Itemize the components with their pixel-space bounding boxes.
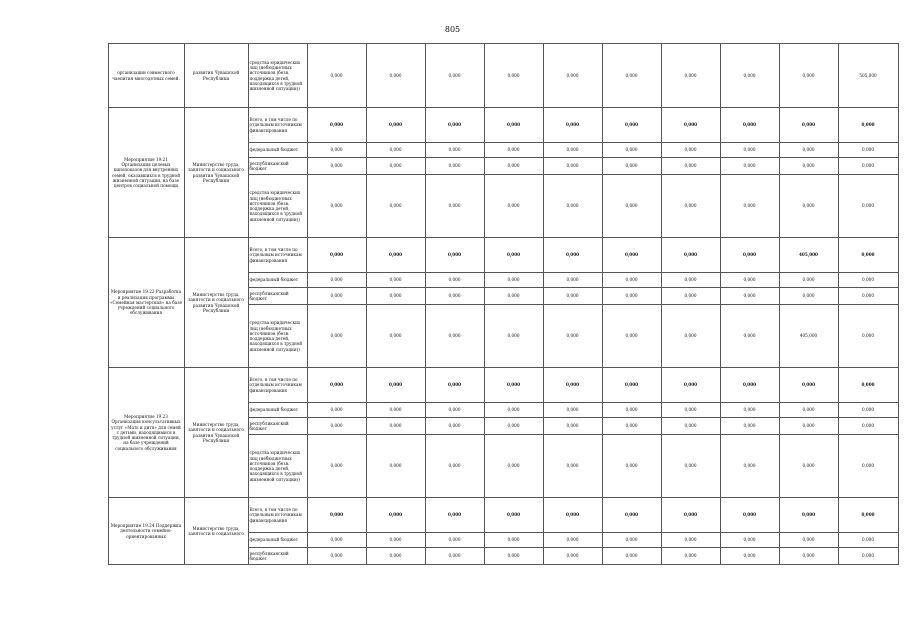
organization-cell: Министерство труда, занятости и социального xyxy=(184,498,248,565)
value-cell: 0,000 xyxy=(779,403,838,418)
funding-source-cell: федеральный бюджет xyxy=(248,533,307,548)
value-cell: 0,000 xyxy=(779,175,838,238)
value-cell: 0,000 xyxy=(307,498,366,533)
value-cell: 0,000 xyxy=(779,288,838,305)
value-cell: 0,000 xyxy=(661,158,720,175)
value-cell: 0,000 xyxy=(661,533,720,548)
table-row xyxy=(58,368,898,403)
value-cell: 0,000 xyxy=(425,403,484,418)
measure-cell: Мероприятие 19.24 Поддержка деятельности семейно-ориентированных xyxy=(108,498,184,565)
value-cell: 0,000 xyxy=(602,305,661,368)
value-cell: 0,000 xyxy=(307,305,366,368)
value-cell: 0,000 xyxy=(307,418,366,435)
value-cell: 0,000 xyxy=(425,418,484,435)
value-cell: 0,000 xyxy=(366,548,425,565)
value-cell: 0,000 xyxy=(720,273,779,288)
value-cell: 0,000 xyxy=(838,238,898,273)
measure-cell: Мероприятие 19.22 Разработка и реализация программы «Семейная мастерская» на базе учреждений социального обслуживания xyxy=(108,238,184,368)
value-cell: 0,000 xyxy=(661,418,720,435)
value-cell: 0,000 xyxy=(720,175,779,238)
table-row xyxy=(58,44,898,108)
value-cell: 0,000 xyxy=(366,368,425,403)
value-cell: 0,000 xyxy=(484,238,543,273)
value-cell: 0,000 xyxy=(366,273,425,288)
value-cell: 0,000 xyxy=(838,108,898,143)
value-cell: 0,000 xyxy=(602,44,661,108)
value-cell: 0,000 xyxy=(366,158,425,175)
page-number: 805 xyxy=(444,25,461,34)
value-cell: 0,000 xyxy=(484,143,543,158)
value-cell: 0,000 xyxy=(543,44,602,108)
value-cell: 405,000 xyxy=(779,305,838,368)
value-cell: 0,000 xyxy=(602,418,661,435)
value-cell: 0,000 xyxy=(543,175,602,238)
value-cell: 0,000 xyxy=(661,175,720,238)
value-cell: 0,000 xyxy=(720,238,779,273)
value-cell: 0,000 xyxy=(661,143,720,158)
value-cell: 0,000 xyxy=(602,273,661,288)
value-cell: 0,000 xyxy=(484,108,543,143)
value-cell: 0,000 xyxy=(425,368,484,403)
value-cell: 0,000 xyxy=(838,158,898,175)
value-cell: 0,000 xyxy=(484,435,543,498)
value-cell: 0,000 xyxy=(602,498,661,533)
value-cell: 0,000 xyxy=(543,238,602,273)
value-cell: 0,000 xyxy=(779,418,838,435)
funding-source-cell: республиканский бюджет xyxy=(248,418,307,435)
value-cell: 0,000 xyxy=(307,548,366,565)
value-cell: 0,000 xyxy=(838,418,898,435)
value-cell: 0,000 xyxy=(838,288,898,305)
organization-cell: развития Чувашской Республики xyxy=(184,44,248,108)
value-cell: 0,000 xyxy=(720,435,779,498)
value-cell: 0,000 xyxy=(602,435,661,498)
value-cell: 0,000 xyxy=(720,368,779,403)
value-cell: 0,000 xyxy=(602,158,661,175)
value-cell: 0,000 xyxy=(484,273,543,288)
value-cell: 0,000 xyxy=(779,44,838,108)
value-cell: 0,000 xyxy=(366,108,425,143)
value-cell: 405,000 xyxy=(779,238,838,273)
value-cell: 0,000 xyxy=(543,418,602,435)
value-cell: 0,000 xyxy=(720,403,779,418)
value-cell: 0,000 xyxy=(661,288,720,305)
value-cell: 0,000 xyxy=(425,158,484,175)
value-cell: 0,000 xyxy=(484,498,543,533)
funding-source-cell: республиканский бюджет xyxy=(248,288,307,305)
funding-source-cell: Всего, в том числе по отдельным источникам финансирования xyxy=(248,108,307,143)
value-cell: 0,000 xyxy=(366,305,425,368)
value-cell: 0,000 xyxy=(779,435,838,498)
value-cell: 505,000 xyxy=(838,44,898,108)
value-cell: 0,000 xyxy=(602,368,661,403)
organization-cell: Министерство труда, занятости и социального развития Чувашской Республики xyxy=(184,368,248,498)
value-cell: 0,000 xyxy=(307,533,366,548)
value-cell: 0,000 xyxy=(779,548,838,565)
value-cell: 0,000 xyxy=(484,305,543,368)
value-cell: 0,000 xyxy=(838,548,898,565)
value-cell: 0,000 xyxy=(425,498,484,533)
value-cell: 0,000 xyxy=(307,143,366,158)
value-cell: 0,000 xyxy=(425,305,484,368)
table-row xyxy=(58,498,898,533)
value-cell: 0,000 xyxy=(484,533,543,548)
funding-source-cell: средства юридических лиц (небюджетных источников (безв. поддержка детей, находящихся в трудной жизненной ситуации)) xyxy=(248,305,307,368)
value-cell: 0,000 xyxy=(484,403,543,418)
value-cell: 0,000 xyxy=(307,108,366,143)
value-cell: 0,000 xyxy=(307,158,366,175)
value-cell: 0,000 xyxy=(838,435,898,498)
value-cell: 0,000 xyxy=(425,44,484,108)
value-cell: 0,000 xyxy=(661,305,720,368)
funding-source-cell: республиканский бюджет xyxy=(248,158,307,175)
value-cell: 0,000 xyxy=(425,143,484,158)
value-cell: 0,000 xyxy=(779,368,838,403)
value-cell: 0,000 xyxy=(543,143,602,158)
value-cell: 0,000 xyxy=(425,435,484,498)
value-cell: 0,000 xyxy=(838,368,898,403)
value-cell: 0,000 xyxy=(543,158,602,175)
value-cell: 0,000 xyxy=(366,238,425,273)
budget-table xyxy=(58,43,899,565)
value-cell: 0,000 xyxy=(720,288,779,305)
value-cell: 0,000 xyxy=(366,403,425,418)
value-cell: 0,000 xyxy=(307,175,366,238)
value-cell: 0,000 xyxy=(779,533,838,548)
value-cell: 0,000 xyxy=(838,175,898,238)
value-cell: 0,000 xyxy=(720,44,779,108)
value-cell: 0,000 xyxy=(779,498,838,533)
organization-cell: Министерство труда, занятости и социального развития Чувашской Республики xyxy=(184,238,248,368)
value-cell: 0,000 xyxy=(425,548,484,565)
value-cell: 0,000 xyxy=(484,158,543,175)
blank-cell xyxy=(58,238,108,368)
value-cell: 0,000 xyxy=(425,273,484,288)
value-cell: 0,000 xyxy=(484,44,543,108)
value-cell: 0,000 xyxy=(307,403,366,418)
value-cell: 0,000 xyxy=(307,288,366,305)
value-cell: 0,000 xyxy=(838,305,898,368)
measure-cell: организации совместного чаепития многодетных семей. xyxy=(108,44,184,108)
funding-source-cell: средства юридических лиц (небюджетных источников (безв. поддержка детей, находящихся в трудной жизненной ситуации)) xyxy=(248,175,307,238)
value-cell: 0,000 xyxy=(661,273,720,288)
value-cell: 0,000 xyxy=(602,108,661,143)
value-cell: 0,000 xyxy=(720,108,779,143)
value-cell: 0,000 xyxy=(661,368,720,403)
value-cell: 0,000 xyxy=(366,44,425,108)
organization-cell: Министерство труда, занятости и социального развития Чувашской Республики xyxy=(184,108,248,238)
value-cell: 0,000 xyxy=(602,238,661,273)
value-cell: 0,000 xyxy=(720,533,779,548)
funding-source-cell: федеральный бюджет xyxy=(248,143,307,158)
funding-source-cell: средства юридических лиц (небюджетных источников (безв. поддержка детей, находящихся в трудной жизненной ситуации)) xyxy=(248,44,307,108)
value-cell: 0,000 xyxy=(543,108,602,143)
value-cell: 0,000 xyxy=(425,175,484,238)
funding-source-cell: Всего, в том числе по отдельным источникам финансирования xyxy=(248,498,307,533)
value-cell: 0,000 xyxy=(602,175,661,238)
value-cell: 0,000 xyxy=(602,288,661,305)
value-cell: 0,000 xyxy=(484,368,543,403)
value-cell: 0,000 xyxy=(484,418,543,435)
funding-source-cell: Всего, в том числе по отдельным источникам финансирования xyxy=(248,238,307,273)
value-cell: 0,000 xyxy=(425,108,484,143)
value-cell: 0,000 xyxy=(779,273,838,288)
value-cell: 0,000 xyxy=(720,548,779,565)
value-cell: 0,000 xyxy=(602,548,661,565)
value-cell: 0,000 xyxy=(720,143,779,158)
value-cell: 0,000 xyxy=(602,143,661,158)
value-cell: 0,000 xyxy=(661,403,720,418)
value-cell: 0,000 xyxy=(543,435,602,498)
value-cell: 0,000 xyxy=(720,158,779,175)
value-cell: 0,000 xyxy=(661,435,720,498)
funding-source-cell: федеральный бюджет xyxy=(248,273,307,288)
value-cell: 0,000 xyxy=(838,143,898,158)
funding-source-cell: республиканский бюджет xyxy=(248,548,307,565)
value-cell: 0,000 xyxy=(720,305,779,368)
table-row xyxy=(58,108,898,143)
value-cell: 0,000 xyxy=(366,418,425,435)
value-cell: 0,000 xyxy=(661,44,720,108)
blank-cell xyxy=(58,44,108,108)
value-cell: 0,000 xyxy=(543,403,602,418)
value-cell: 0,000 xyxy=(307,238,366,273)
value-cell: 0,000 xyxy=(661,498,720,533)
value-cell: 0,000 xyxy=(543,533,602,548)
value-cell: 0,000 xyxy=(602,533,661,548)
value-cell: 0,000 xyxy=(366,143,425,158)
value-cell: 0,000 xyxy=(720,498,779,533)
value-cell: 0,000 xyxy=(366,175,425,238)
table-row xyxy=(58,238,898,273)
measure-cell: Мероприятие 19.23 Организация консультативных услуг «Мать и дитя» для семей с детьми, находящимися в трудной жизненной ситуации, на базе учреждений социального обслуживания xyxy=(108,368,184,498)
value-cell: 0,000 xyxy=(720,418,779,435)
value-cell: 0,000 xyxy=(543,305,602,368)
value-cell: 0,000 xyxy=(484,175,543,238)
value-cell: 0,000 xyxy=(425,288,484,305)
value-cell: 0,000 xyxy=(307,44,366,108)
measure-cell: Мероприятие 19.21 Организация целевых кинопоказов для внутренних семей, оказавшихся в трудной жизненной ситуации, на базе центров социальной помощи xyxy=(108,108,184,238)
funding-source-cell: средства юридических лиц (небюджетных источников (безв. поддержка детей, находящихся в трудной жизненной ситуации)) xyxy=(248,435,307,498)
blank-cell xyxy=(58,108,108,238)
value-cell: 0,000 xyxy=(425,533,484,548)
value-cell: 0,000 xyxy=(543,288,602,305)
value-cell: 0,000 xyxy=(661,238,720,273)
value-cell: 0,000 xyxy=(838,273,898,288)
value-cell: 0,000 xyxy=(779,108,838,143)
value-cell: 0,000 xyxy=(838,498,898,533)
value-cell: 0,000 xyxy=(661,548,720,565)
value-cell: 0,000 xyxy=(484,288,543,305)
value-cell: 0,000 xyxy=(484,548,543,565)
value-cell: 0,000 xyxy=(366,435,425,498)
value-cell: 0,000 xyxy=(307,273,366,288)
value-cell: 0,000 xyxy=(366,498,425,533)
value-cell: 0,000 xyxy=(543,368,602,403)
funding-source-cell: федеральный бюджет xyxy=(248,403,307,418)
funding-source-cell: Всего, в том числе по отдельным источникам финансирования xyxy=(248,368,307,403)
value-cell: 0,000 xyxy=(307,435,366,498)
value-cell: 0,000 xyxy=(366,533,425,548)
value-cell: 0,000 xyxy=(543,273,602,288)
value-cell: 0,000 xyxy=(543,548,602,565)
value-cell: 0,000 xyxy=(838,403,898,418)
value-cell: 0,000 xyxy=(602,403,661,418)
blank-cell xyxy=(58,368,108,498)
value-cell: 0,000 xyxy=(779,143,838,158)
value-cell: 0,000 xyxy=(838,533,898,548)
value-cell: 0,000 xyxy=(779,158,838,175)
value-cell: 0,000 xyxy=(543,498,602,533)
value-cell: 0,000 xyxy=(366,288,425,305)
value-cell: 0,000 xyxy=(661,108,720,143)
value-cell: 0,000 xyxy=(425,238,484,273)
value-cell: 0,000 xyxy=(307,368,366,403)
blank-cell xyxy=(58,498,108,565)
